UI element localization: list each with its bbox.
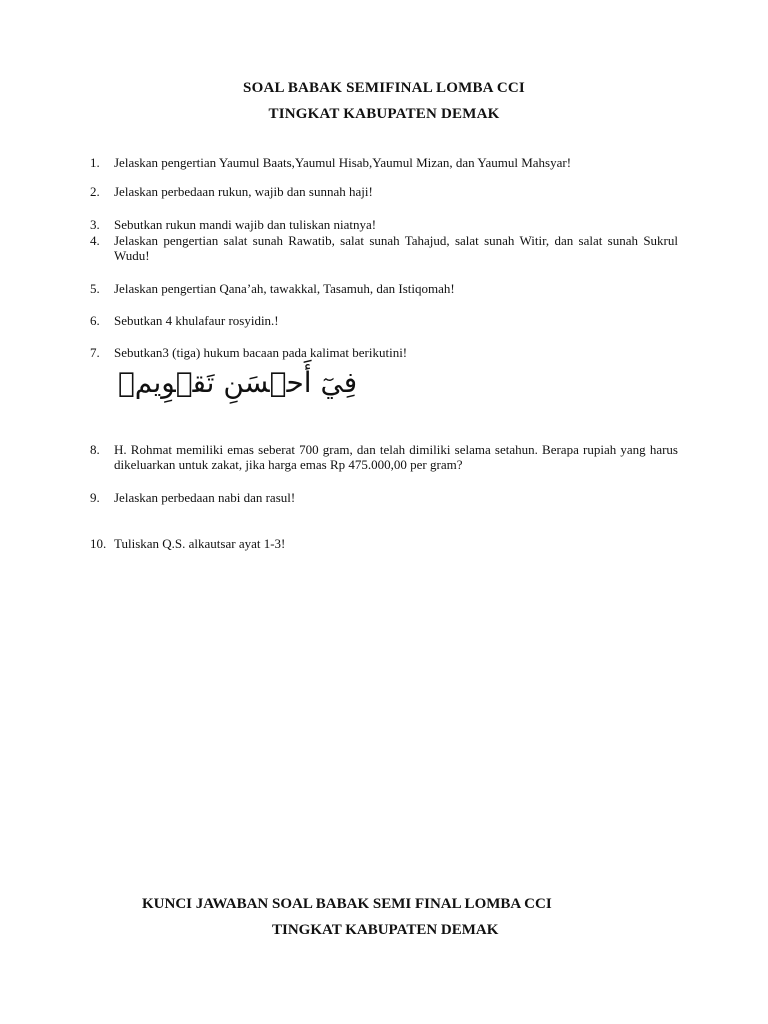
question-text: Tuliskan Q.S. alkautsar ayat 1-3! xyxy=(114,536,286,551)
question-text: Jelaskan pengertian salat sunah Rawatib, salat sunah Tahajud, salat sunah Witir, dan salat sunah Sukrul Wudu! xyxy=(114,233,678,263)
question-text: Sebutkan rukun mandi wajib dan tuliskan niatnya! xyxy=(114,217,377,232)
question-text: Jelaskan perbedaan nabi dan rasul! xyxy=(114,490,296,505)
question-text: Sebutkan3 (tiga) hukum bacaan pada kalimat berikutini! xyxy=(114,345,408,360)
question-number: 4. xyxy=(90,233,100,248)
question-text: H. Rohmat memiliki emas seberat 700 gram, dan telah dimiliki selama setahun. Berapa rupiah yang harus dikeluarkan untuk zakat, jika harga emas Rp 475.000,00 per gram? xyxy=(114,442,678,472)
question-number: 7. xyxy=(90,345,100,360)
question-number: 8. xyxy=(90,442,100,457)
question-number: 5. xyxy=(90,281,100,296)
question-number: 2. xyxy=(90,184,100,199)
question-number: 6. xyxy=(90,313,100,328)
page-title-line-2: TINGKAT KABUPATEN DEMAK xyxy=(268,106,500,122)
question-number: 9. xyxy=(90,490,100,505)
question-text: Jelaskan pengertian Qana’ah, tawakkal, Tasamuh, dan Istiqomah! xyxy=(114,281,455,296)
question-text: Sebutkan 4 khulafaur rosyidin.! xyxy=(114,313,279,328)
answer-key-title-line-1: KUNCI JAWABAN SOAL BABAK SEMI FINAL LOMBA CCI xyxy=(142,896,552,912)
page-title-line-1: SOAL BABAK SEMIFINAL LOMBA CCI xyxy=(243,80,525,96)
question-text: Jelaskan pengertian Yaumul Baats,Yaumul Hisab,Yaumul Mizan, dan Yaumul Mahsyar! xyxy=(114,155,572,170)
answer-key-title-line-2: TINGKAT KABUPATEN DEMAK xyxy=(272,922,499,938)
arabic-verse: فِيٓ أَحۡسَنِ تَقۡوِيمٖ xyxy=(118,366,358,399)
question-number: 10. xyxy=(90,536,107,551)
question-number: 1. xyxy=(90,155,100,170)
question-text: Jelaskan perbedaan rukun, wajib dan sunnah haji! xyxy=(114,184,373,199)
question-number: 3. xyxy=(90,217,100,232)
